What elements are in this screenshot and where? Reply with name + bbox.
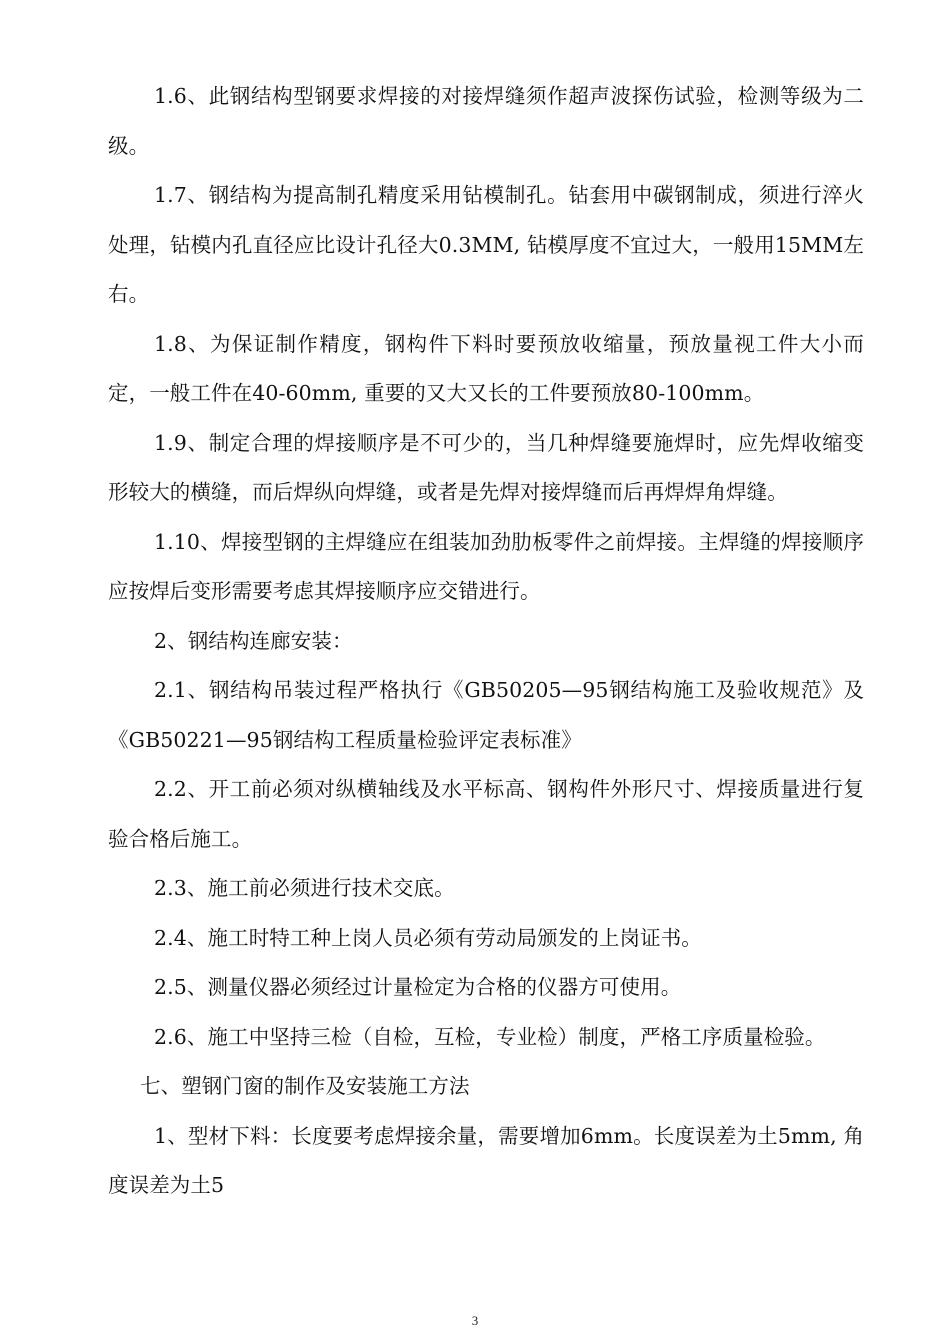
document-body	[108, 72, 864, 1211]
paragraph-7-1: 1、型材下料：长度要考虑焊接余量，需要增加6mm。长度误差为土5mm, 角度误差为土5	[108, 1123, 864, 1197]
paragraph-2-4: 2.4、施工时特工种上岗人员必须有劳动局颁发的上岗证书。	[154, 925, 702, 950]
paragraph-1-7: 1.7、钢结构为提高制孔精度采用钻模制孔。钻套用中碳钢制成，须进行淬火处理，钻模内孔直径应比设计孔径大0.3MM, 钻模厚度不宜过大，一般用15MM左右。	[108, 183, 864, 306]
paragraph-2-2: 2.2、开工前必须对纵横轴线及水平标高、钢构件外形尺寸、焊接质量进行复验合格后施工。	[108, 777, 864, 851]
paragraph-2-1: 2.1、钢结构吊装过程严格执行《GB50205—95钢结构施工及验收规范》及《GB50221—95钢结构工程质量检验评定表标准》	[108, 678, 864, 752]
paragraph-2-3: 2.3、施工前必须进行技术交底。	[154, 876, 455, 900]
paragraph-1-10: 1.10、焊接型钢的主焊缝应在组装加劲肋板零件之前焊接。主焊缝的焊接顺序应按焊后变形需要考虑其焊接顺序应交错进行。	[108, 529, 864, 603]
paragraph-2-6: 2.6、施工中坚持三检（自检，互检，专业检）制度，严格工序质量检验。	[154, 1024, 826, 1049]
paragraph-2-5: 2.5、测量仪器必须经过计量检定为合格的仪器方可使用。	[154, 975, 682, 999]
paragraph-1-9: 1.9、制定合理的焊接顺序是不可少的，当几种焊缝要施焊时，应先焊收缩变形较大的横缝，而后焊纵向焊缝，或者是先焊对接焊缝而后再焊焊角焊缝。	[108, 430, 864, 504]
paragraph-1-6: 1.6、此钢结构型钢要求焊接的对接焊缝须作超声波探伤试验，检测等级为二级。	[108, 84, 864, 158]
section-heading-2: 2、钢结构连廊安装：	[154, 628, 353, 653]
paragraph-1-8: 1.8、为保证制作精度，钢构件下料时要预放收缩量，预放量视工件大小而定，一般工件在40-60mm, 重要的又大又长的工件要预放80-100mm。	[108, 331, 864, 405]
section-heading-7: 七、塑钢门窗的制作及安装施工方法	[140, 1074, 470, 1098]
page-number: 3	[471, 1313, 479, 1328]
